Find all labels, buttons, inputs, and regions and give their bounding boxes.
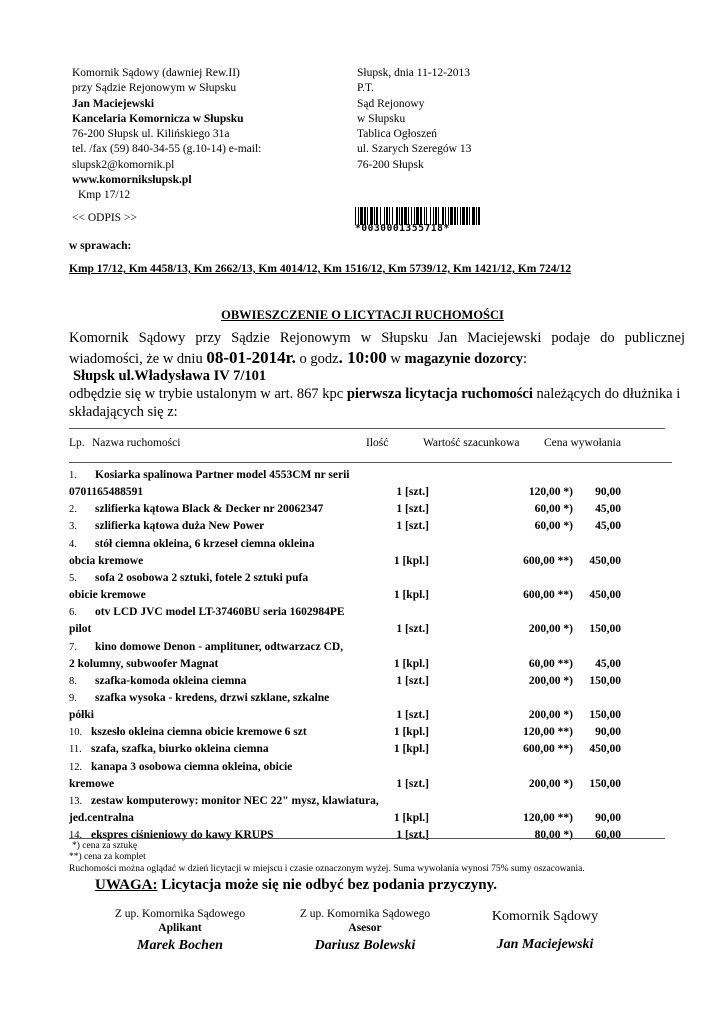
signature-role: Z up. Komornika Sądowego	[114, 908, 246, 920]
signature-name: Marek Bochen	[137, 938, 223, 953]
recipient-line: ul. Szarych Szeregów 13	[357, 143, 472, 156]
item-price: 45,00	[595, 657, 621, 670]
recipient-line: w Słupsku	[357, 112, 406, 125]
item-value: 80,00 *)	[534, 829, 573, 842]
table-row	[69, 606, 689, 623]
item-price: 150,00	[589, 674, 621, 687]
recipient-line: Tablica Ogłoszeń	[357, 128, 437, 141]
barcode	[355, 207, 483, 233]
table-top-rule	[69, 428, 665, 429]
item-number: 7.	[69, 641, 77, 653]
item-number: 5.	[69, 572, 77, 584]
item-qty: 1 [szt.]	[396, 623, 429, 636]
auction-address: Słupsk ul.Władysława IV 7/101	[73, 368, 267, 384]
table-header	[69, 437, 689, 454]
sender-address: 76-200 Słupsk ul. Kilińskiego 31a	[72, 128, 230, 141]
item-name: otv LCD JVC model LT-37460BU seria 1602984PE	[95, 606, 345, 619]
barcode-text: *0030001355718*	[355, 223, 450, 234]
item-value: 200,00 *)	[528, 623, 573, 636]
item-number: 6.	[69, 607, 77, 619]
header-price: Cena wywołania	[544, 437, 621, 449]
table-row	[69, 520, 689, 537]
barcode-bar	[469, 207, 470, 225]
item-value: 600,00 **)	[523, 554, 573, 567]
item-qty: 1 [szt.]	[396, 520, 429, 533]
letter-date: Słupsk, dnia 11-12-2013	[357, 67, 470, 79]
item-name-continued: 0701165488591	[69, 486, 144, 499]
table-row-continued	[69, 812, 689, 829]
cases-list: Kmp 17/12, Km 4458/13, Km 2662/13, Km 4014/12, Km 1516/12, Km 5739/12, Km 1421/12, Km 724/12	[69, 263, 572, 275]
item-name-continued: obcia kremowe	[69, 554, 144, 567]
recipient-line: 76-200 Słupsk	[357, 158, 424, 171]
auction-time: . 10:00	[338, 348, 387, 367]
item-name: Kosiarka spalinowa Partner model 4553CM nr serii	[95, 469, 350, 481]
item-price: 90,00	[595, 726, 621, 739]
item-name-continued: obicie kremowe	[69, 589, 146, 602]
item-qty: 1 [kpl.]	[393, 589, 429, 602]
table-row	[69, 726, 689, 743]
intro-line-5: składających się z:	[69, 404, 178, 420]
item-name-continued: 2 kolumny, subwoofer Magnat	[69, 657, 219, 670]
item-number: 2.	[69, 504, 77, 516]
item-name: zestaw komputerowy: monitor NEC 22" mysz, klawiatura,	[91, 794, 379, 807]
item-number: 11.	[69, 744, 82, 756]
item-name: stół ciemna okleina, 6 krzeseł ciemna okleina	[95, 537, 315, 550]
item-price: 60,00	[595, 829, 621, 842]
item-price: 90,00	[595, 812, 621, 824]
signature-role: Komornik Sądowy	[491, 909, 599, 924]
signature-assessor	[290, 907, 440, 957]
item-name: szlifierka kątowa Black & Decker nr 20062347	[95, 503, 324, 516]
item-number: 8.	[69, 675, 77, 687]
header-value: Wartość szacunkowa	[423, 437, 520, 449]
item-price: 45,00	[595, 503, 621, 516]
item-number: 4.	[69, 538, 77, 550]
item-qty: 1 [kpl.]	[393, 657, 429, 670]
table-row	[69, 538, 689, 555]
item-number: 1.	[69, 470, 77, 481]
barcode-bar	[460, 207, 461, 225]
item-name: ekspres ciśnieniowy do kawy KRUPS	[91, 829, 274, 842]
warning-label: UWAGA:	[95, 877, 158, 893]
signature-name: Dariusz Bolewski	[314, 938, 416, 953]
sender-email[interactable]: slupsk2@komornik.pl	[72, 158, 175, 171]
item-number: 13.	[69, 795, 83, 807]
barcode-bar	[462, 207, 465, 225]
intro-text: należących do dłużnika i	[532, 386, 681, 402]
item-name: szlifierka kątowa duża New Power	[95, 520, 265, 533]
table-row-continued	[69, 486, 689, 503]
table-row	[69, 692, 689, 709]
item-name-continued: kremowe	[69, 777, 115, 790]
intro-text: odbędzie się w trybie ustalonym w art. 867 kpc	[69, 386, 347, 402]
item-qty: 1 [szt.]	[396, 486, 429, 499]
signature-bailiff	[470, 906, 620, 956]
item-price: 150,00	[589, 709, 621, 722]
copy-label: << ODPIS >>	[72, 212, 137, 224]
signature-role: Z up. Komornika Sądowego	[299, 908, 431, 920]
note-per-piece: *) cena za sztukę	[72, 841, 138, 851]
barcode-bar	[476, 207, 477, 225]
item-name: szafka-komoda okleina ciemna	[95, 674, 247, 687]
item-qty: 1 [kpl.]	[393, 743, 429, 756]
recipient-block	[357, 66, 471, 173]
item-value: 60,00 *)	[534, 503, 573, 516]
table-row	[69, 743, 689, 760]
item-name: szafka wysoka - kredens, drzwi szklane, szkalne	[95, 691, 330, 704]
signature-applicant	[105, 907, 255, 957]
sender-line: przy Sądzie Rejonowym w Słupsku	[72, 82, 237, 95]
table-header-rule	[69, 462, 672, 463]
barcode-bar	[457, 207, 458, 225]
sender-name: Jan Maciejewski	[72, 97, 155, 110]
intro-text: o godz	[295, 351, 339, 367]
item-value: 60,00 **)	[528, 657, 573, 670]
item-value: 200,00 *)	[528, 709, 573, 722]
sender-website[interactable]: www.komorniksłupsk.pl	[72, 174, 192, 187]
item-price: 90,00	[595, 486, 621, 499]
table-row	[69, 761, 689, 778]
table-row	[69, 572, 689, 589]
sender-line: Komornik Sądowy (dawniej Rew.II)	[72, 67, 240, 79]
item-name-continued: półki	[69, 709, 94, 722]
table-bottom-rule	[69, 838, 665, 839]
signature-name: Jan Maciejewski	[496, 937, 594, 952]
barcode-bar	[454, 207, 456, 225]
intro-line-1: Komornik Sądowy przy Sądzie Rejonowym w Słupsku Jan Maciejewski podaje do publicznej	[69, 330, 685, 346]
table-row	[69, 503, 689, 520]
intro-text: w	[386, 351, 405, 367]
table-row-continued	[69, 658, 689, 675]
table-row-continued	[69, 555, 689, 572]
table-row	[69, 469, 689, 486]
page-title: OBWIESZCZENIE O LICYTACJI RUCHOMOŚCI	[221, 308, 504, 322]
item-price: 450,00	[589, 589, 621, 602]
recipient-line: Sąd Rejonowy	[357, 97, 425, 110]
item-name: kino domowe Denon - amplituner, odtwarzacz CD,	[95, 640, 344, 653]
warning	[95, 877, 497, 894]
signature-title: Asesor	[348, 922, 382, 934]
item-value: 120,00 **)	[523, 726, 573, 739]
barcode-bar	[472, 207, 475, 225]
item-price: 45,00	[595, 520, 621, 533]
auction-place: magazynie dozorcy	[404, 351, 524, 367]
item-number: 14.	[69, 830, 83, 842]
item-qty: 1 [szt.]	[396, 674, 429, 687]
table-row-continued	[69, 778, 689, 795]
item-name-continued: jed.centralna	[69, 812, 134, 824]
item-number: 9.	[69, 692, 77, 704]
item-value: 120,00 *)	[528, 486, 573, 499]
table-row	[69, 641, 689, 658]
item-qty: 1 [szt.]	[396, 503, 429, 516]
barcode-bar	[466, 207, 468, 225]
note-viewing: Ruchomości można oglądać w dzień licytacji w miejscu i czasie oznaczonym wyżej. Suma wywołania wynosi 75% sumy oszacowania.	[69, 864, 585, 874]
auction-type: pierwsza licytacja ruchomości	[346, 386, 533, 402]
table-row	[69, 795, 689, 812]
cases-label: w sprawach:	[69, 240, 132, 252]
table-row-continued	[69, 589, 689, 606]
intro-line-4	[69, 384, 685, 404]
item-value: 600,00 **)	[523, 589, 573, 602]
auction-date: 08-01-2014r.	[206, 348, 296, 367]
intro-text: wiadomości, że w dniu	[69, 351, 207, 367]
warning-text: Licytacja może się nie odbyć bez podania przyczyny.	[157, 877, 498, 893]
barcode-bar	[478, 207, 480, 225]
sender-ref: Kmp 17/12	[78, 189, 131, 202]
item-qty: 1 [kpl.]	[393, 726, 429, 739]
intro-text: :	[523, 351, 528, 367]
signature-title: Aplikant	[158, 922, 202, 934]
item-name: kanapa 3 osobowa ciemna okleina, obicie	[91, 760, 293, 773]
table-row	[69, 675, 689, 692]
barcode-bar	[450, 207, 453, 225]
header-name: Nazwa ruchomości	[92, 437, 181, 449]
recipient-line: P.T.	[357, 82, 375, 95]
item-qty: 1 [kpl.]	[393, 554, 429, 567]
item-qty: 1 [szt.]	[396, 709, 429, 722]
sender-phone: tel. /fax (59) 840-34-55 (g.10-14) e-mail:	[72, 143, 262, 156]
item-value: 60,00 *)	[534, 520, 573, 533]
item-value: 200,00 *)	[528, 777, 573, 790]
item-name: kszesło okleina ciemna obicie kremowe 6 szt	[91, 726, 307, 739]
item-value: 600,00 **)	[523, 743, 573, 756]
item-name: sofa 2 osobowa 2 sztuki, fotele 2 sztuki pufa	[95, 571, 309, 584]
item-number: 12.	[69, 761, 83, 773]
item-qty: 1 [szt.]	[396, 829, 429, 842]
note-per-set: **) cena za komplet	[69, 852, 146, 862]
header-qty: Ilość	[366, 437, 389, 449]
table-row-continued	[69, 623, 689, 640]
item-price: 150,00	[589, 623, 621, 636]
header-lp: Lp.	[69, 437, 85, 449]
sender-office: Kancelaria Komornicza w Słupsku	[72, 112, 244, 125]
item-qty: 1 [szt.]	[396, 777, 429, 790]
item-value: 120,00 **)	[523, 812, 573, 824]
table-row-continued	[69, 709, 689, 726]
item-name-continued: pilot	[69, 623, 92, 636]
item-number: 3.	[69, 521, 77, 533]
item-value: 200,00 *)	[528, 674, 573, 687]
item-price: 450,00	[589, 743, 621, 756]
sender-block	[72, 66, 261, 204]
item-qty: 1 [kpl.]	[393, 812, 429, 824]
item-number: 10.	[69, 727, 83, 739]
item-price: 450,00	[589, 554, 621, 567]
item-name: szafa, szafka, biurko okleina ciemna	[91, 743, 269, 756]
item-price: 150,00	[589, 777, 621, 790]
